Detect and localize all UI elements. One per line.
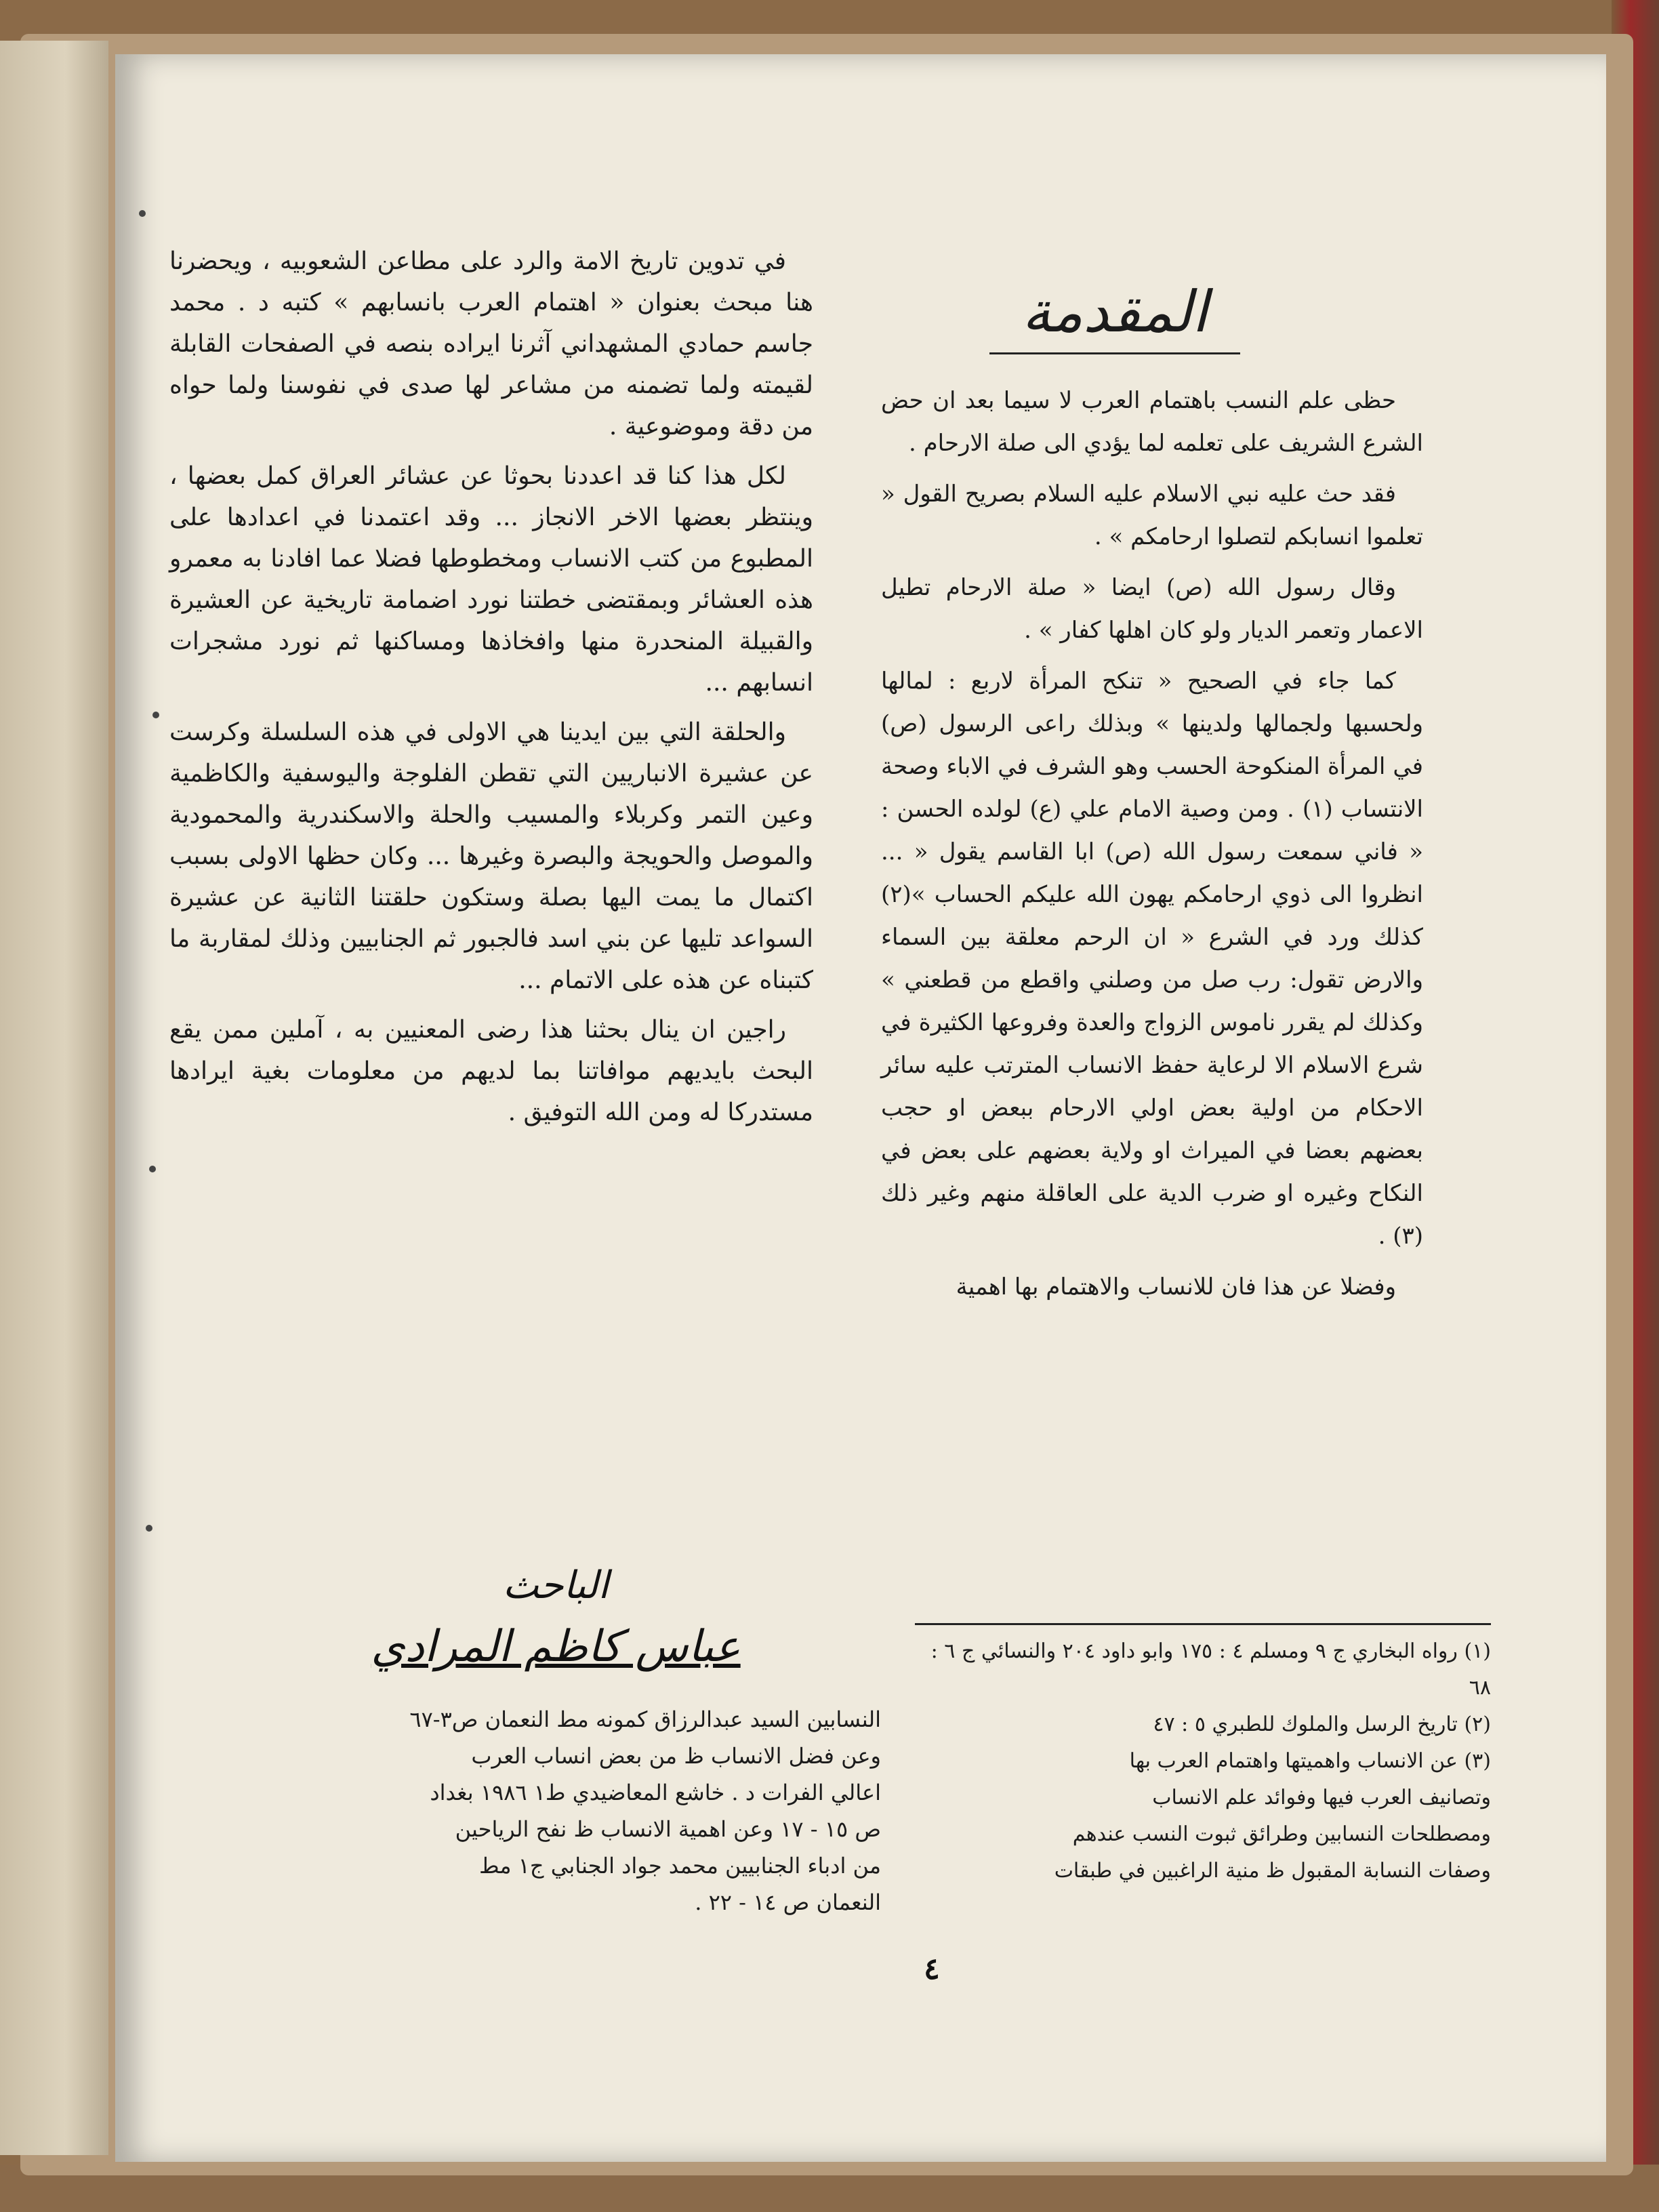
reference-line: النسابين السيد عبدالرزاق كمونه مط النعمان ص٣-٦٧ [409, 1706, 881, 1732]
paragraph: وفضلا عن هذا فان للانساب والاهتمام بها اهمية [956, 1273, 1396, 1300]
signature-name: عباس كاظم المرادي [371, 1622, 741, 1672]
reference-line: من ادباء الجنابيين محمد جواد الجنابي ج١ مط [478, 1853, 881, 1879]
paragraph: راجين ان ينال بحثنا هذا رضى المعنيين به ، آملين ممن يقع البحث بايديهم موافاتنا بما لديهم من معلومات بغية ايرادها مستدركا له ومن الله التوفيق . [169, 1016, 813, 1126]
author-signature [352, 1559, 759, 1694]
footnote: وتصانيف العرب فيها وفوائد علم الانساب [1152, 1786, 1491, 1809]
paragraph: لكل هذا كنا قد اعددنا بحوثا عن عشائر العراق كمل بعضها ، وينتظر بعضها الاخر الانجاز ... وقد اعتمدنا في اعدادها على المطبوع من كتب الانساب ومخطوطها فضلا عما افادنا به معمرو هذه العشائر وبمقتضى خطتنا نورد اضمامة تاريخية عن العشيرة والقبيلة المنحدرة منها وافخاذها ومساكنها ثم نورد مشجرات انسابهم ... [169, 462, 813, 697]
footnote: (٢) تاريخ الرسل والملوك للطبري ٥ : ٤٧ [1153, 1713, 1491, 1736]
footnotes [915, 1633, 1491, 1889]
footnote: (١) رواه البخاري ج ٩ ومسلم ٤ : ١٧٥ وابو داود ٢٠٤ والنسائي ج ٦ : ٦٨ [930, 1639, 1491, 1700]
heading-underline [989, 352, 1240, 354]
right-column [881, 380, 1423, 1317]
footnote: وصفات النسابة المقبول ظ منية الراغبين في طبقات [1054, 1859, 1491, 1883]
references [169, 1701, 881, 1921]
footnote: ومصطلحات النسابين وطرائق ثبوت النسب عندهم [1072, 1822, 1491, 1846]
gutter-mark [149, 1166, 156, 1172]
facing-page-edge [0, 41, 108, 2155]
reference-line: وعن فضل الانساب ظ من بعض انساب العرب [471, 1743, 881, 1769]
footnote: (٣) عن الانساب واهميتها واهتمام العرب بها [1129, 1749, 1491, 1773]
gutter-mark [146, 1525, 152, 1532]
section-heading: المقدمة [1021, 279, 1208, 345]
left-column [169, 241, 813, 1141]
paragraph: فقد حث عليه نبي الاسلام عليه السلام بصريح القول « تعلموا انسابكم لتصلوا ارحامكم » . [881, 480, 1423, 550]
reference-line: النعمان ص ١٤ - ٢٢ . [695, 1889, 881, 1915]
paragraph: والحلقة التي بين ايدينا هي الاولى في هذه السلسلة وكرست عن عشيرة الانباريين التي تقطن الفلوجة واليوسفية والكاظمية وعين التمر وكربلاء والمسيب والحلة والاسكندرية والمحمودية والموصل والحويجة والبصرة وغيرها ... وكان حظها الاولى بسبب اكتمال ما يمت اليها بصلة وستكون حلقتنا الثانية عن عشيرة السواعد تليها عن بني اسد فالجبور ثم الجنابيين وذلك لمقاربة ما كتبناه عن هذه على الاتمام ... [169, 718, 813, 994]
paragraph: في تدوين تاريخ الامة والرد على مطاعن الشعوبيه ، ويحضرنا هنا مبحث بعنوان « اهتمام العرب بانسابهم » كتبه د . محمد جاسم حمادي المشهداني آثرنا ايراده بنصه في الصفحات القابلة لقيمته ولما تضمنه من مشاعر لها صدى في نفوسنا ولما حواه من دقة وموضوعية . [169, 247, 813, 441]
paragraph: حظى علم النسب باهتمام العرب لا سيما بعد ان حض الشرع الشريف على تعلمه لما يؤدي الى صلة الارحام . [881, 387, 1423, 457]
reference-line: اعالي الفرات د . خاشع المعاضيدي ط١ ١٩٨٦ بغداد [430, 1780, 881, 1805]
footnote-rule [915, 1623, 1491, 1625]
signature-title: الباحث [502, 1563, 609, 1607]
gutter-mark [152, 712, 159, 718]
paragraph: وقال رسول الله (ص) ايضا « صلة الارحام تطيل الاعمار وتعمر الديار ولو كان اهلها كفار » . [881, 574, 1423, 644]
page-number: ٤ [924, 1952, 940, 1986]
reference-line: ص ١٥ - ١٧ وعن اهمية الانساب ظ نفح الرياحين [455, 1816, 881, 1842]
paragraph: كما جاء في الصحيح « تنكح المرأة لاربع : لمالها ولحسبها ولجمالها ولدينها » وبذلك راعى الرسول (ص) في المرأة المنكوحة الحسب وهو الشرف في الاباء وصحة الانتساب (١) . ومن وصية الامام علي (ع) لولده الحسن : « فاني سمعت رسول الله (ص) ابا القاسم يقول « ... انظروا الى ذوي ارحامكم يهون الله عليكم الحساب »(٢) كذلك ورد في الشرع « ان الرحم معلقة بين السماء والارض تقول: رب صل من وصلني واقطع من قطعني » وكذلك لم يقرر ناموس الزواج والعدة وفروعها الكثيرة في شرع الاسلام الا لرعاية حفظ الانساب المترتب عليه سائر الاحكام من اولية بعض اولي الارحام ببعض او حجب بعضهم بعضا في الميراث او ولاية بعضهم على بعض في النكاح وغيره او ضرب الدية على العاقلة منهم وغير ذلك (٣) . [881, 668, 1423, 1250]
gutter-mark [139, 210, 146, 217]
